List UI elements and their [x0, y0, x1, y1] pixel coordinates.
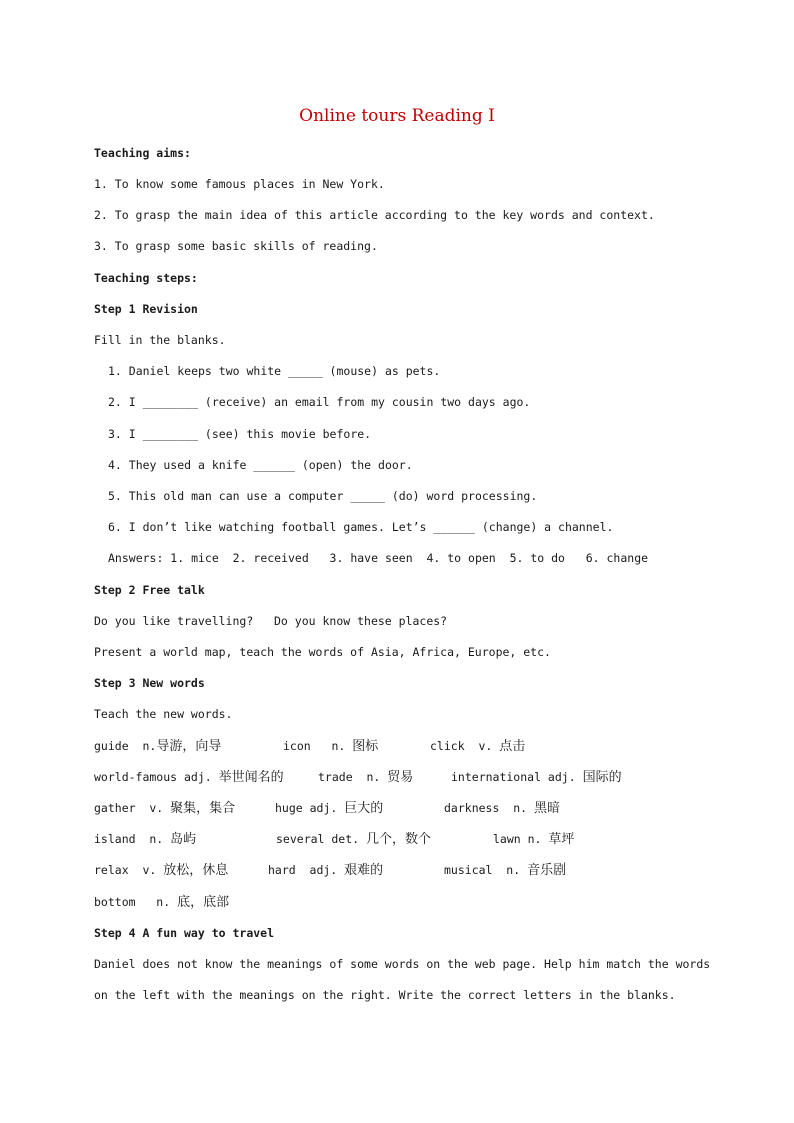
- vocab-entry: [94, 894, 229, 911]
- vocab-word: gather v.: [94, 801, 171, 815]
- exercise-item: 2. I ________ (receive) an email from my cousin two days ago.: [108, 395, 531, 409]
- step3-heading: Step 3 New words: [94, 676, 205, 690]
- aim-item: 3. To grasp some basic skills of reading.: [94, 239, 378, 253]
- vocab-entry: [275, 800, 383, 817]
- step4-line: Daniel does not know the meanings of some words on the web page. Help him match the words: [94, 957, 711, 971]
- vocab-word: world-famous adj.: [94, 770, 219, 784]
- vocab-entry: [444, 862, 566, 879]
- vocab-entry: [283, 738, 378, 755]
- vocab-word: icon n.: [283, 739, 353, 753]
- vocab-word: click v.: [430, 739, 500, 753]
- vocab-entry: [318, 769, 413, 786]
- vocab-word: lawn n.: [493, 832, 549, 846]
- exercise-item: 3. I ________ (see) this movie before.: [108, 427, 372, 441]
- vocab-entry: [94, 769, 284, 786]
- vocab-entry: [276, 831, 431, 848]
- vocab-meaning: 巨大的: [344, 801, 384, 816]
- vocab-meaning: 放松，休息: [163, 863, 229, 878]
- step2-heading: Step 2 Free talk: [94, 583, 205, 597]
- vocab-entry: [430, 738, 525, 755]
- aims-heading: Teaching aims:: [94, 146, 191, 160]
- vocab-meaning: 聚集，集合: [170, 801, 236, 816]
- vocab-word: hard adj.: [268, 863, 345, 877]
- document-title: Online tours Reading I: [299, 106, 495, 126]
- vocab-word: island n.: [94, 832, 171, 846]
- step3-instruction: Teach the new words.: [94, 707, 233, 721]
- step4-heading: Step 4 A fun way to travel: [94, 926, 275, 940]
- step4-line: on the left with the meanings on the right. Write the correct letters in the blanks.: [94, 988, 676, 1002]
- vocab-word: trade n.: [318, 770, 388, 784]
- step1-heading: Step 1 Revision: [94, 302, 198, 316]
- vocab-word: international adj.: [451, 770, 583, 784]
- vocab-meaning: 国际的: [582, 770, 622, 785]
- vocab-meaning: 岛屿: [170, 832, 197, 847]
- vocab-entry: [94, 862, 228, 879]
- step1-instruction: Fill in the blanks.: [94, 333, 226, 347]
- vocab-word: bottom n.: [94, 895, 178, 909]
- vocab-entry: [451, 769, 622, 786]
- exercise-item: 1. Daniel keeps two white _____ (mouse) as pets.: [108, 364, 441, 378]
- aim-item: 2. To grasp the main idea of this article according to the key words and context.: [94, 208, 655, 222]
- exercise-item: 6. I don’t like watching football games. Let’s ______ (change) a channel.: [108, 520, 614, 534]
- exercise-item: 5. This old man can use a computer _____ (do) word processing.: [108, 489, 538, 503]
- vocab-meaning: 艰难的: [344, 863, 384, 878]
- vocab-word: musical n.: [444, 863, 528, 877]
- vocab-entry: [94, 831, 196, 848]
- vocab-meaning: 草坪: [548, 832, 575, 847]
- vocab-word: guide n.: [94, 739, 157, 753]
- vocab-entry: [268, 862, 383, 879]
- vocab-entry: [493, 831, 574, 848]
- vocab-word: several det.: [276, 832, 367, 846]
- vocab-meaning: 举世闻名的: [218, 770, 284, 785]
- vocab-entry: [94, 800, 235, 817]
- step2-line: Present a world map, teach the words of Asia, Africa, Europe, etc.: [94, 645, 551, 659]
- steps-heading: Teaching steps:: [94, 271, 198, 285]
- exercise-item: 4. They used a knife ______ (open) the door.: [108, 458, 413, 472]
- vocab-word: huge adj.: [275, 801, 345, 815]
- vocab-meaning: 图标: [352, 739, 379, 754]
- vocab-meaning: 导游，向导: [156, 739, 222, 754]
- vocab-meaning: 贸易: [387, 770, 414, 785]
- vocab-meaning: 音乐剧: [527, 863, 567, 878]
- vocab-meaning: 底，底部: [177, 895, 230, 910]
- vocab-entry: [444, 800, 560, 817]
- vocab-word: relax v.: [94, 863, 164, 877]
- answers-line: Answers: 1. mice 2. received 3. have seen 4. to open 5. to do 6. change: [108, 551, 649, 565]
- vocab-meaning: 几个，数个: [366, 832, 432, 847]
- step2-line: Do you like travelling? Do you know these places?: [94, 614, 448, 628]
- vocab-word: darkness n.: [444, 801, 535, 815]
- vocab-entry: [94, 738, 221, 755]
- aim-item: 1. To know some famous places in New York.: [94, 177, 385, 191]
- vocab-meaning: 点击: [499, 739, 526, 754]
- vocab-meaning: 黑暗: [534, 801, 561, 816]
